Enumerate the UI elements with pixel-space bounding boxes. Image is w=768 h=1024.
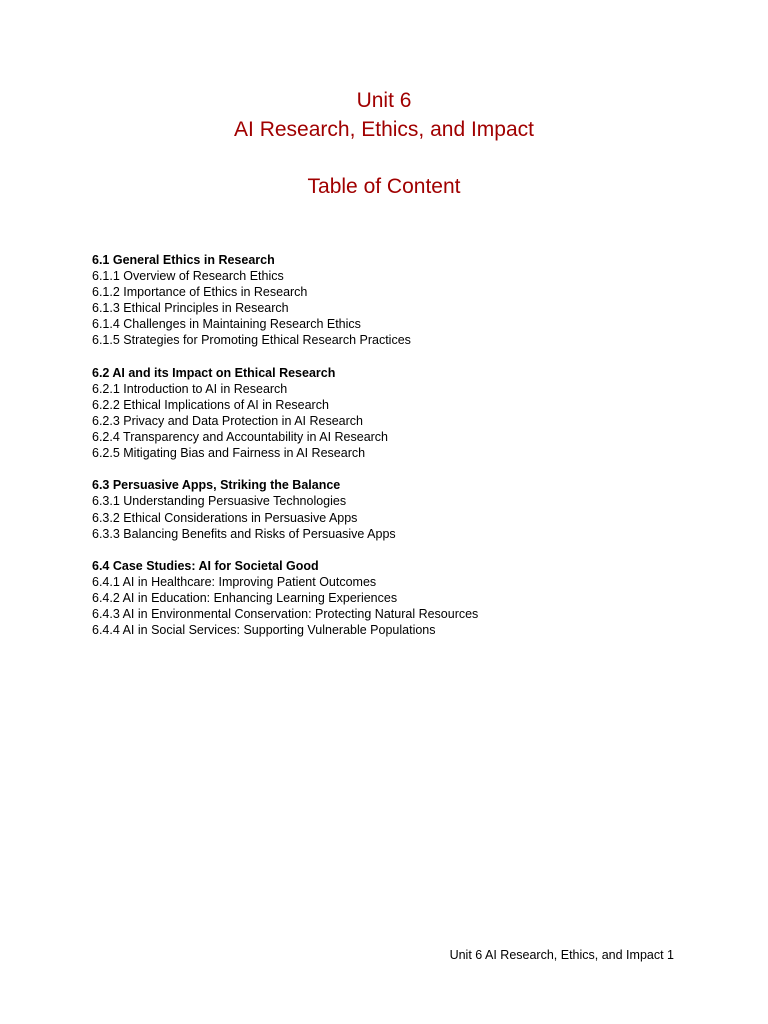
toc-item: 6.2.1 Introduction to AI in Research [92, 381, 288, 396]
toc-section-title: 6.1 General Ethics in Research [92, 253, 275, 267]
toc-item: 6.3.3 Balancing Benefits and Risks of Persuasive Apps [92, 526, 396, 541]
toc-item: 6.3.2 Ethical Considerations in Persuasive Apps [92, 510, 358, 525]
toc-section [92, 365, 712, 462]
toc-item: 6.1.4 Challenges in Maintaining Research Ethics [92, 317, 361, 332]
toc-item: 6.2.3 Privacy and Data Protection in AI Research [92, 413, 363, 428]
toc-item: 6.4.1 AI in Healthcare: Improving Patient Outcomes [92, 574, 377, 589]
toc-section [92, 477, 712, 541]
toc-item: 6.1.2 Importance of Ethics in Research [92, 285, 308, 300]
unit-number: Unit 6 [356, 89, 412, 112]
toc-section [92, 558, 712, 638]
toc-section [92, 252, 712, 349]
toc-item: 6.1.5 Strategies for Promoting Ethical Research Practices [92, 333, 411, 348]
toc-item: 6.2.4 Transparency and Accountability in AI Research [92, 430, 389, 445]
toc-item: 6.2.5 Mitigating Bias and Fairness in AI Research [92, 446, 366, 461]
page-footer: Unit 6 AI Research, Ethics, and Impact 1 [449, 948, 674, 962]
toc-section-title: 6.3 Persuasive Apps, Striking the Balance [92, 478, 341, 493]
toc-item: 6.2.2 Ethical Implications of AI in Research [92, 397, 329, 412]
toc-item: 6.4.3 AI in Environmental Conservation: Protecting Natural Resources [92, 607, 479, 622]
toc-item: 6.1.3 Ethical Principles in Research [92, 301, 289, 316]
toc-item: 6.4.2 AI in Education: Enhancing Learning Experiences [92, 590, 398, 605]
table-of-contents [92, 252, 712, 654]
toc-section-title: 6.4 Case Studies: AI for Societal Good [92, 558, 319, 573]
toc-item: 6.3.1 Understanding Persuasive Technologies [92, 494, 347, 509]
unit-title: AI Research, Ethics, and Impact [234, 118, 534, 141]
toc-item: 6.1.1 Overview of Research Ethics [92, 269, 284, 284]
toc-section-title: 6.2 AI and its Impact on Ethical Research [92, 365, 336, 380]
toc-item: 6.4.4 AI in Social Services: Supporting Vulnerable Populations [92, 623, 436, 638]
toc-heading: Table of Content [307, 175, 461, 198]
